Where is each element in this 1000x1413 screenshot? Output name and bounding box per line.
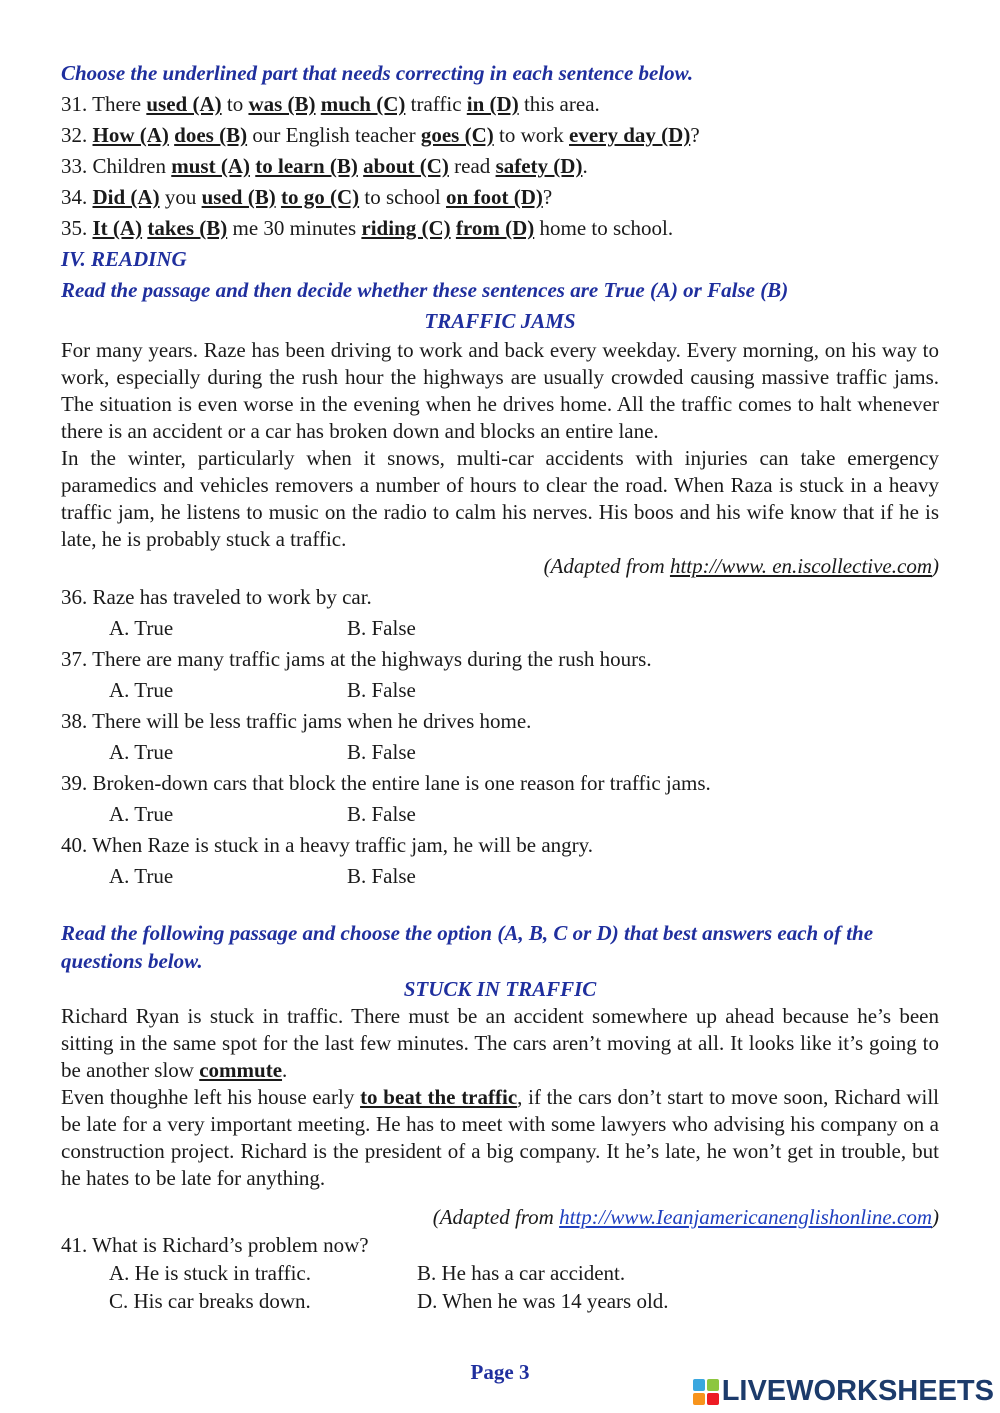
options-36 bbox=[61, 613, 939, 644]
page-number: Page 3 bbox=[470, 1360, 530, 1384]
option-c: riding (C) bbox=[361, 216, 451, 240]
worksheet-page bbox=[61, 58, 939, 1315]
question-39: 39. Broken-down cars that block the entire lane is one reason for traffic jams. bbox=[61, 771, 711, 795]
options-38 bbox=[61, 737, 939, 768]
passage-title: TRAFFIC JAMS bbox=[424, 309, 576, 333]
passage-paragraph-2: In the winter, particularly when it snows, multi-car accidents with injuries can take emergency paramedics and vehicles removers a number of hours to clear the road. When Raza is stuck in a heavy traffic jam, he listens to music on the radio to calm his nerves. His boos and his wife know that if he is late, he is probably stuck a traffic. bbox=[61, 446, 939, 551]
section-instruction: Choose the underlined part that needs correcting in each sentence below. bbox=[61, 61, 694, 85]
option-true: A. True bbox=[109, 802, 174, 826]
option-false: B. False bbox=[347, 616, 416, 640]
option-b: was (B) bbox=[248, 92, 316, 116]
option-a: How (A) bbox=[92, 123, 169, 147]
options-37 bbox=[61, 675, 939, 706]
option-d: on foot (D) bbox=[446, 185, 543, 209]
option-a: Did (A) bbox=[92, 185, 160, 209]
reading-heading: IV. READING bbox=[61, 247, 187, 271]
option-a: It (A) bbox=[92, 216, 143, 240]
underlined-word-commute: commute bbox=[199, 1058, 283, 1082]
question-40: 40. When Raze is stuck in a heavy traffic jam, he will be angry. bbox=[61, 833, 594, 857]
option-c: C. His car breaks down. bbox=[109, 1289, 311, 1313]
options-40 bbox=[61, 861, 939, 892]
passage2-source: (Adapted from http://www.Ieanjamericanenglishonline.com) bbox=[432, 1205, 939, 1229]
question-32: 32. How (A) does (B) our English teacher goes (C) to work every day (D)? bbox=[61, 123, 700, 147]
logo-square bbox=[693, 1393, 705, 1405]
option-d: in (D) bbox=[466, 92, 519, 116]
option-false: B. False bbox=[347, 802, 416, 826]
option-false: B. False bbox=[347, 864, 416, 888]
question-31: 31. There used (A) to was (B) much (C) traffic in (D) this area. bbox=[61, 92, 600, 116]
option-d: D. When he was 14 years old. bbox=[417, 1289, 669, 1313]
option-c: to go (C) bbox=[280, 185, 360, 209]
option-b: does (B) bbox=[174, 123, 248, 147]
source-link[interactable]: http://www.Ieanjamericanenglishonline.com bbox=[559, 1205, 932, 1229]
option-c: much (C) bbox=[320, 92, 406, 116]
option-a: must (A) bbox=[171, 154, 250, 178]
passage-source: (Adapted from http://www. en.iscollective.com) bbox=[543, 554, 939, 578]
question-34: 34. Did (A) you used (B) to go (C) to school on foot (D)? bbox=[61, 185, 553, 209]
logo-square bbox=[693, 1379, 705, 1391]
option-b: to learn (B) bbox=[255, 154, 358, 178]
options-39 bbox=[61, 799, 939, 830]
options-41-row-1 bbox=[61, 1259, 939, 1287]
question-35: 35. It (A) takes (B) me 30 minutes riding (C) from (D) home to school. bbox=[61, 216, 674, 240]
option-true: A. True bbox=[109, 678, 174, 702]
reading-instruction: Read the passage and then decide whether these sentences are True (A) or False (B) bbox=[61, 278, 789, 302]
option-b: takes (B) bbox=[147, 216, 228, 240]
option-b: B. He has a car accident. bbox=[417, 1261, 626, 1285]
option-a: used (A) bbox=[146, 92, 222, 116]
option-c: about (C) bbox=[363, 154, 449, 178]
passage2-title: STUCK IN TRAFFIC bbox=[403, 977, 597, 1001]
reading2-instruction: Read the following passage and choose the option (A, B, C or D) that best answers each of the questions below. bbox=[61, 921, 874, 973]
question-37: 37. There are many traffic jams at the highways during the rush hours. bbox=[61, 647, 652, 671]
option-true: A. True bbox=[109, 740, 174, 764]
options-41-row-2 bbox=[61, 1287, 939, 1315]
question-38: 38. There will be less traffic jams when he drives home. bbox=[61, 709, 532, 733]
source-link[interactable]: http://www. en.iscollective.com bbox=[669, 554, 932, 578]
question-36: 36. Raze has traveled to work by car. bbox=[61, 585, 372, 609]
option-d: every day (D) bbox=[569, 123, 691, 147]
true-false-questions bbox=[61, 582, 939, 892]
option-d: safety (D) bbox=[495, 154, 583, 178]
passage2-paragraph-1: Richard Ryan is stuck in traffic. There must be an accident somewhere up ahead because he’s been sitting in the same spot for the last few minutes. The cars aren’t moving at all. It looks like it’s going to be another slow commute. bbox=[61, 1004, 939, 1082]
option-a: A. He is stuck in traffic. bbox=[109, 1261, 311, 1285]
brand-name: LIVEWORKSHEETS bbox=[721, 1375, 994, 1407]
option-false: B. False bbox=[347, 678, 416, 702]
logo-square bbox=[707, 1393, 719, 1405]
question-41: 41. What is Richard’s problem now? bbox=[61, 1233, 369, 1257]
option-d: from (D) bbox=[455, 216, 535, 240]
passage-paragraph-1: For many years. Raze has been driving to work and back every weekday. Every morning, on his way to work, especially during the rush hour the highways are usually crowded causing massive traffic jams. The situation is even worse in the evening when he drives home. All the traffic comes to halt whenever there is an accident or a car has broken down and blocks an entire lane. bbox=[61, 338, 939, 443]
option-true: A. True bbox=[109, 616, 174, 640]
underlined-phrase-beat-traffic: to beat the traffic bbox=[360, 1085, 518, 1109]
liveworksheets-logo-icon bbox=[693, 1379, 719, 1405]
logo-square bbox=[707, 1379, 719, 1391]
passage2-paragraph-2: Even thoughhe left his house early to beat the traffic, if the cars don’t start to move soon, Richard will be late for a very important meeting. He has to meet with some lawyers who advising his company on a construction project. Richard is the president of a big company. It he’s late, he won’t get in trouble, but he hates to be late for anything. bbox=[61, 1085, 940, 1190]
question-33: 33. Children must (A) to learn (B) about (C) read safety (D). bbox=[61, 154, 588, 178]
option-b: used (B) bbox=[201, 185, 276, 209]
option-false: B. False bbox=[347, 740, 416, 764]
option-c: goes (C) bbox=[420, 123, 494, 147]
liveworksheets-brand bbox=[693, 1375, 994, 1408]
option-true: A. True bbox=[109, 864, 174, 888]
